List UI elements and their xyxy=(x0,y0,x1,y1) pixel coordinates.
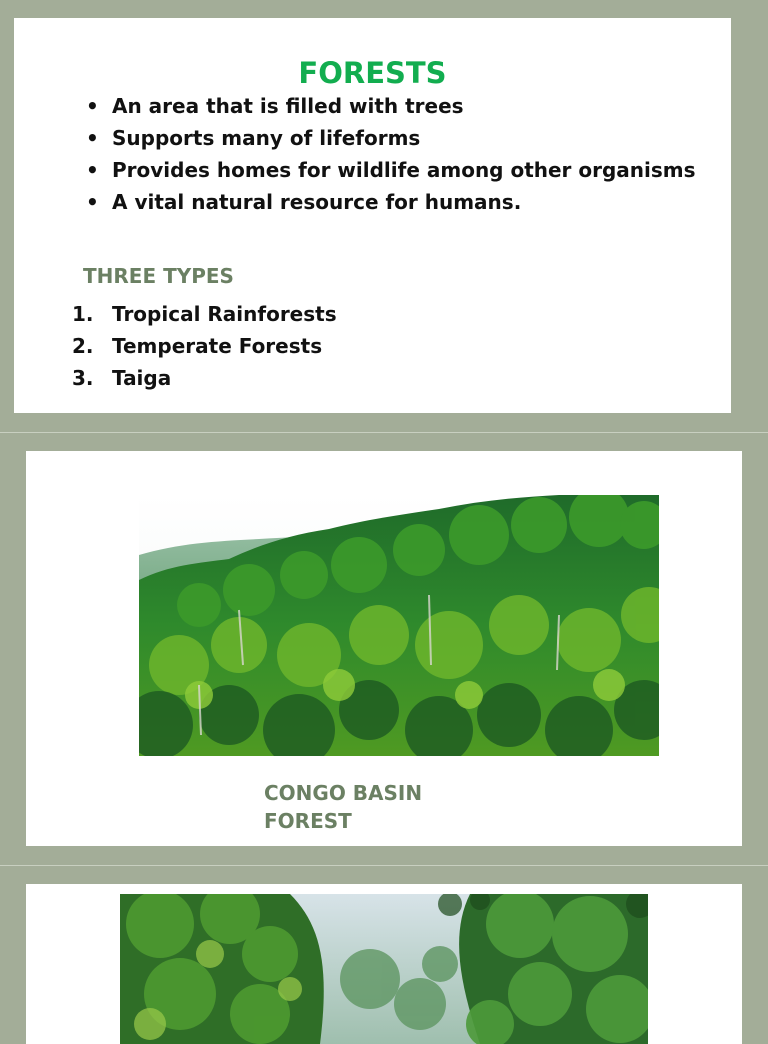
slide-divider xyxy=(0,865,768,866)
slide-forests-overview xyxy=(14,18,731,413)
forest-types-list xyxy=(72,298,337,394)
slide-title: FORESTS xyxy=(298,56,447,90)
bullet-item: • An area that is filled with trees xyxy=(86,94,464,118)
slide-forest-photo xyxy=(26,884,742,1044)
forest-canopy-photo xyxy=(120,894,648,1044)
forest-type-item: 3. Taiga xyxy=(72,366,172,390)
forest-type-item: 1. Tropical Rainforests xyxy=(72,302,337,326)
photo-caption: CONGO BASIN FOREST xyxy=(264,781,423,833)
slide-congo-basin xyxy=(26,451,742,846)
bullet-item: • Supports many of lifeforms xyxy=(86,126,421,150)
forest-type-item: 2. Temperate Forests xyxy=(72,334,323,358)
congo-forest-photo xyxy=(139,495,659,756)
bullet-item: • Provides homes for wildlife among other organisms xyxy=(86,158,696,182)
bullet-list xyxy=(84,90,704,218)
bullet-item: • A vital natural resource for humans. xyxy=(86,190,522,214)
slide-divider xyxy=(0,432,768,433)
three-types-heading: THREE TYPES xyxy=(83,264,234,288)
